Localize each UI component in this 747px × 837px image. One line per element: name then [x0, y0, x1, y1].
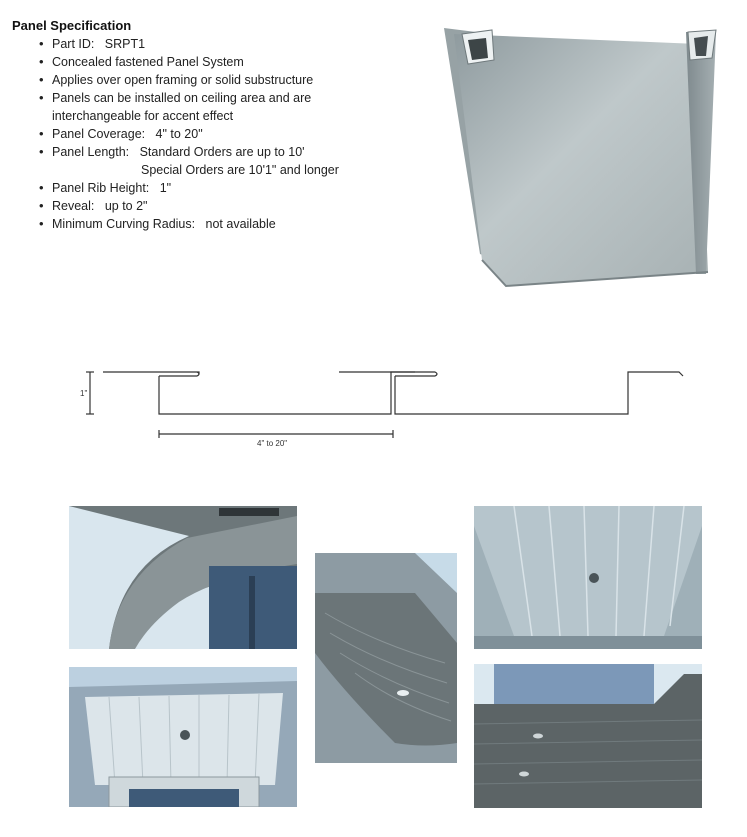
photo-ceiling-panels — [474, 506, 702, 649]
height-label: 1" — [80, 389, 88, 398]
photo-curved-soffit-image — [69, 506, 297, 649]
profile-drawing — [75, 360, 695, 460]
photo-soffit-light — [69, 667, 297, 807]
panel-3d-image — [440, 24, 725, 289]
spec-title: Panel Specification — [12, 18, 132, 33]
spec-item-rib-height: • Panel Rib Height: 1" — [52, 179, 412, 197]
spec-item-reveal: • Reveal: up to 2" — [52, 197, 412, 215]
photo-soffit-extension — [474, 664, 702, 808]
spec-item-part-id: • Part ID: SRPT1 — [52, 35, 412, 53]
spec-item-coverage: • Panel Coverage: 4" to 20" — [52, 125, 412, 143]
spec-item-ceiling: • Panels can be installed on ceiling area and are interchangeable for accent effect — [52, 89, 412, 125]
spec-item-length: • Panel Length: Standard Orders are up to 10' Special Orders are 10'1" and longer — [52, 143, 412, 179]
panel-3d-rendering — [440, 24, 725, 289]
spec-list — [12, 35, 412, 233]
photo-ceiling-panels-image — [474, 506, 702, 649]
spec-item-fastening: • Concealed fastened Panel System — [52, 53, 412, 71]
photo-curved-corner-image — [315, 553, 457, 763]
spec-item-substructure: • Applies over open framing or solid substructure — [52, 71, 412, 89]
spec-item-curving-radius: • Minimum Curving Radius: not available — [52, 215, 412, 233]
photo-soffit-light-image — [69, 667, 297, 807]
panel-specification — [12, 18, 412, 233]
coverage-label: 4" to 20" — [257, 439, 288, 448]
photo-curved-corner — [315, 553, 457, 763]
panel-profile-diagram — [75, 360, 695, 460]
photo-curved-soffit — [69, 506, 297, 649]
photo-soffit-extension-image — [474, 664, 702, 808]
